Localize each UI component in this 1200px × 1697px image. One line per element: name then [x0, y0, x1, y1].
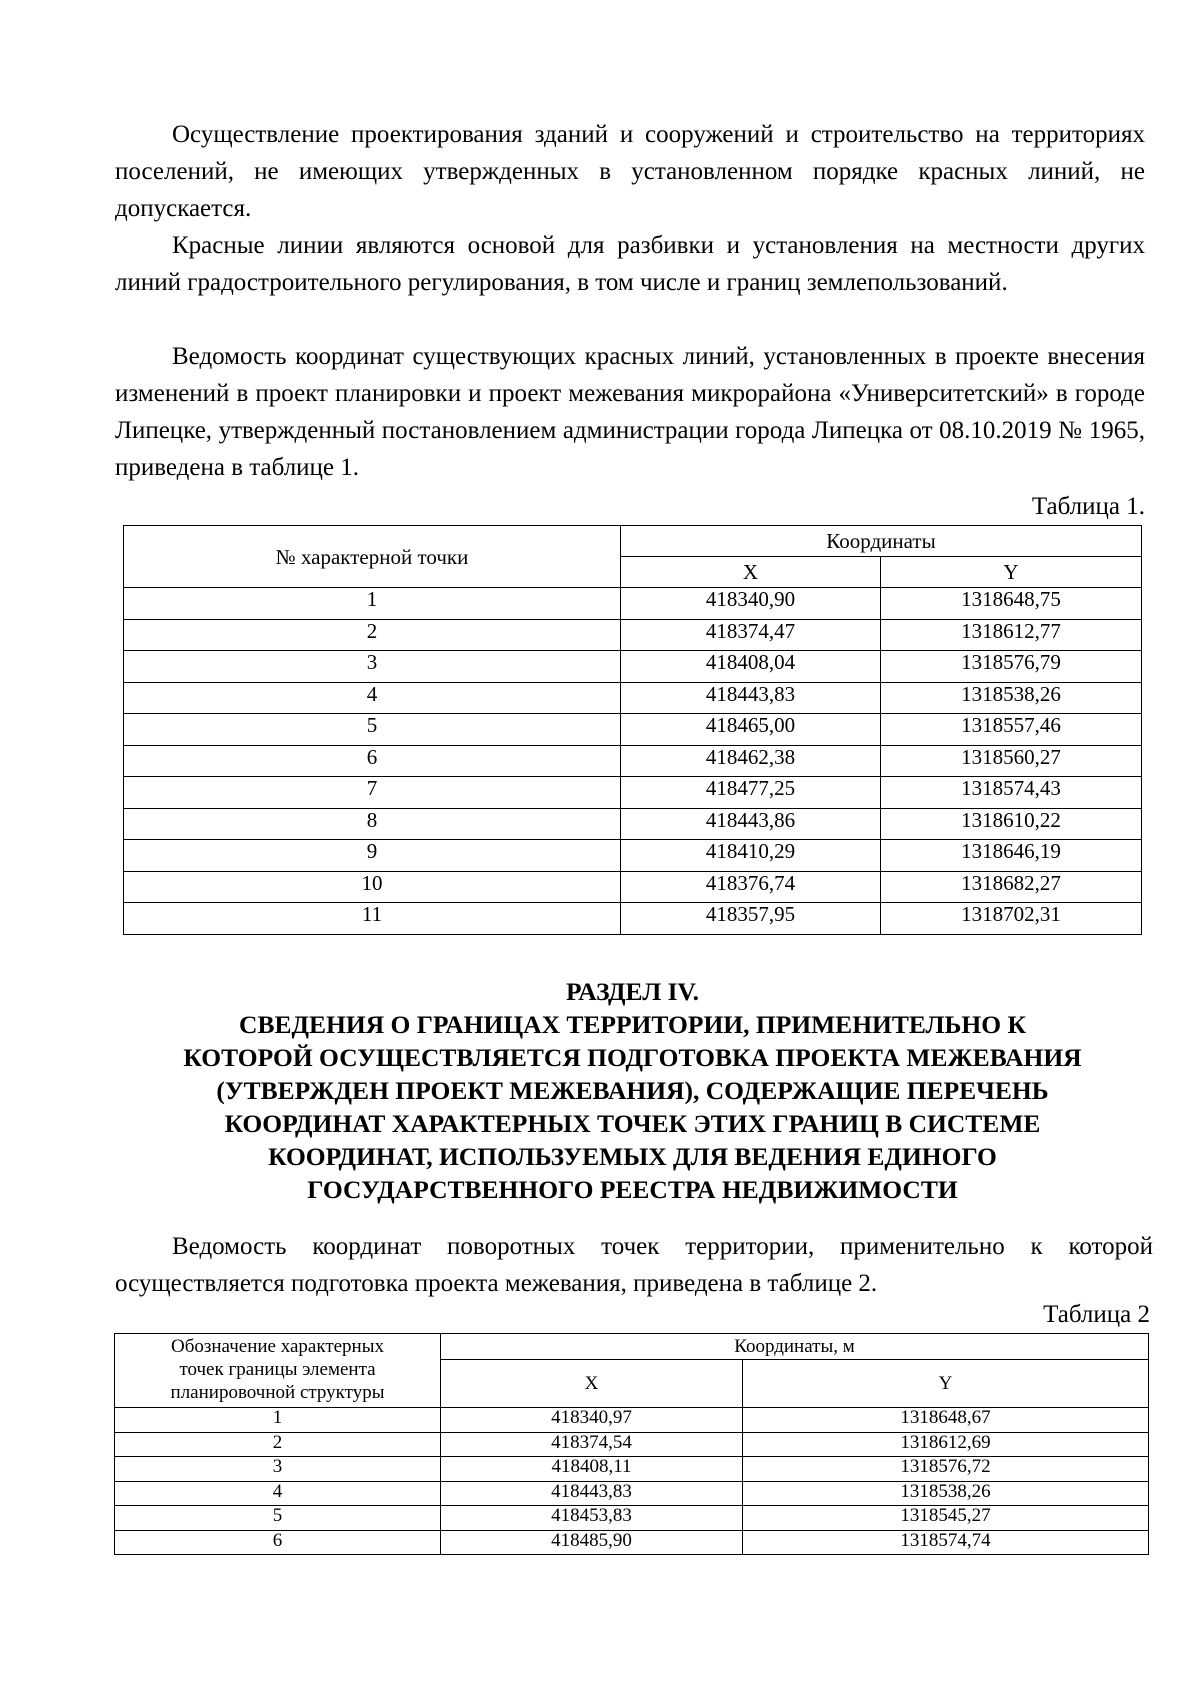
section-title-line: СВЕДЕНИЯ О ГРАНИЦАХ ТЕРРИТОРИИ, ПРИМЕНИТЕЛЬНО К	[239, 1010, 1026, 1039]
table1-header-coordinates: Координаты	[621, 526, 1142, 557]
table2-row	[115, 1506, 1149, 1531]
table2-row	[115, 1432, 1149, 1457]
table1-row	[124, 651, 1142, 683]
table1-row	[124, 619, 1142, 651]
table2-point-number: 3	[115, 1457, 441, 1482]
table1-point-number: 8	[124, 808, 621, 840]
table2-point-number: 4	[115, 1481, 441, 1506]
table1-x-coordinate: 418462,38	[621, 745, 881, 777]
table-boundary-coordinates	[114, 1333, 1149, 1555]
table1-y-coordinate: 1318610,22	[881, 808, 1142, 840]
table2-x-coordinate: 418453,83	[441, 1506, 743, 1531]
table2-x-coordinate: 418443,83	[441, 1481, 743, 1506]
table1-row	[124, 682, 1142, 714]
table2-header-point-line: Обозначение характерных	[170, 1336, 384, 1357]
table2-y-coordinate: 1318574,74	[743, 1530, 1149, 1555]
table2-header-point-line: планировочной структуры	[170, 1382, 385, 1403]
paragraph-table1-intro: Ведомость координат существующих красных линий, установленных в проекте внесения изменений в проект планировки и проект межевания микрорайона «Университетский» в городе Липецке, утвержденный постановлением администрации города Липецка от 08.10.2019 № 1965, приведена в таблице 1.	[115, 343, 1145, 481]
table1-point-number: 10	[124, 871, 621, 903]
table2-header-coordinates: Координаты, м	[441, 1334, 1149, 1360]
section-title-line: (УТВЕРЖДЕН ПРОЕКТ МЕЖЕВАНИЯ), СОДЕРЖАЩИЕ ПЕРЕЧЕНЬ	[216, 1076, 1049, 1105]
table2-row	[115, 1530, 1149, 1555]
table1-point-number: 3	[124, 651, 621, 683]
table1-row	[124, 840, 1142, 872]
table1-row	[124, 808, 1142, 840]
table1-y-coordinate: 1318646,19	[881, 840, 1142, 872]
table2-header-point-line: точек границы элемента	[179, 1359, 376, 1380]
table1-point-number: 4	[124, 682, 621, 714]
table1-x-coordinate: 418357,95	[621, 903, 881, 935]
table2-y-coordinate: 1318612,69	[743, 1432, 1149, 1457]
table2-x-coordinate: 418485,90	[441, 1530, 743, 1555]
table2-header-x: X	[441, 1360, 743, 1408]
table1-point-number: 5	[124, 714, 621, 746]
table1-y-coordinate: 1318702,31	[881, 903, 1142, 935]
table1-point-number: 6	[124, 745, 621, 777]
section-title-line: КООРДИНАТ ХАРАКТЕРНЫХ ТОЧЕК ЭТИХ ГРАНИЦ В СИСТЕМЕ	[224, 1109, 1041, 1138]
table2-y-coordinate: 1318538,26	[743, 1481, 1149, 1506]
table2-x-coordinate: 418408,11	[441, 1457, 743, 1482]
table1-point-number: 11	[124, 903, 621, 935]
table-red-lines-coordinates	[123, 525, 1142, 935]
table1-row	[124, 588, 1142, 620]
table1-x-coordinate: 418376,74	[621, 871, 881, 903]
table2-row	[115, 1457, 1149, 1482]
table1-y-coordinate: 1318682,27	[881, 871, 1142, 903]
table1-header-y: Y	[881, 557, 1142, 588]
paragraph-red-lines-prohibition: Осуществление проектирования зданий и сооружений и строительство на территориях поселений, не имеющих утвержденных в установленном порядке красных линий, не допускается.	[115, 121, 1145, 222]
table2-point-number: 1	[115, 1408, 441, 1433]
table1-body	[124, 588, 1142, 935]
table2-x-coordinate: 418340,97	[441, 1408, 743, 1433]
table2-y-coordinate: 1318576,72	[743, 1457, 1149, 1482]
table2-header-y: Y	[743, 1360, 1149, 1408]
table1-row	[124, 777, 1142, 809]
table1-x-coordinate: 418465,00	[621, 714, 881, 746]
table1-y-coordinate: 1318612,77	[881, 619, 1142, 651]
table2-y-coordinate: 1318648,67	[743, 1408, 1149, 1433]
paragraph-red-lines-basis: Красные линии являются основой для разбивки и установления на местности других линий градостроительного регулирования, в том числе и границ землепользований.	[115, 232, 1145, 296]
table1-header-x: X	[621, 557, 881, 588]
table1-y-coordinate: 1318557,46	[881, 714, 1142, 746]
table1-row	[124, 745, 1142, 777]
table2-header-row	[115, 1334, 1149, 1360]
table2-y-coordinate: 1318545,27	[743, 1506, 1149, 1531]
table2-point-number: 2	[115, 1432, 441, 1457]
table1-x-coordinate: 418410,29	[621, 840, 881, 872]
table1-x-coordinate: 418443,86	[621, 808, 881, 840]
table2-header-point	[115, 1334, 441, 1408]
table2-caption: Таблица 2	[1043, 1301, 1150, 1328]
table1-caption: Таблица 1.	[1031, 493, 1145, 520]
table1-header-point: № характерной точки	[124, 526, 621, 588]
table1-y-coordinate: 1318648,75	[881, 588, 1142, 620]
table2-point-number: 5	[115, 1506, 441, 1531]
section-title-line: КОТОРОЙ ОСУЩЕСТВЛЯЕТСЯ ПОДГОТОВКА ПРОЕКТА МЕЖЕВАНИЯ	[183, 1043, 1082, 1072]
table2-row	[115, 1408, 1149, 1433]
paragraph-table2-intro: Ведомость координат поворотных точек территории, применительно к которой осуществляется подготовка проекта межевания, приведена в таблице 2.	[115, 1233, 1153, 1297]
table2-body	[115, 1408, 1149, 1555]
table2-row	[115, 1481, 1149, 1506]
table1-row	[124, 714, 1142, 746]
table1-y-coordinate: 1318574,43	[881, 777, 1142, 809]
table1-row	[124, 903, 1142, 935]
table1-header-row	[124, 526, 1142, 557]
table2-point-number: 6	[115, 1530, 441, 1555]
table1-y-coordinate: 1318576,79	[881, 651, 1142, 683]
table1-point-number: 1	[124, 588, 621, 620]
section-title-line: КООРДИНАТ, ИСПОЛЬЗУЕМЫХ ДЛЯ ВЕДЕНИЯ ЕДИНОГО	[268, 1142, 997, 1171]
table1-x-coordinate: 418374,47	[621, 619, 881, 651]
table1-x-coordinate: 418477,25	[621, 777, 881, 809]
table1-y-coordinate: 1318560,27	[881, 745, 1142, 777]
table2-x-coordinate: 418374,54	[441, 1432, 743, 1457]
table1-x-coordinate: 418340,90	[621, 588, 881, 620]
table1-y-coordinate: 1318538,26	[881, 682, 1142, 714]
table1-x-coordinate: 418408,04	[621, 651, 881, 683]
table1-x-coordinate: 418443,83	[621, 682, 881, 714]
section-heading	[115, 975, 1150, 1206]
section-title-line: ГОСУДАРСТВЕННОГО РЕЕСТРА НЕДВИЖИМОСТИ	[307, 1175, 958, 1204]
table1-point-number: 9	[124, 840, 621, 872]
table1-row	[124, 871, 1142, 903]
section-number: РАЗДЕЛ IV.	[565, 977, 700, 1006]
table1-point-number: 2	[124, 619, 621, 651]
table1-point-number: 7	[124, 777, 621, 809]
